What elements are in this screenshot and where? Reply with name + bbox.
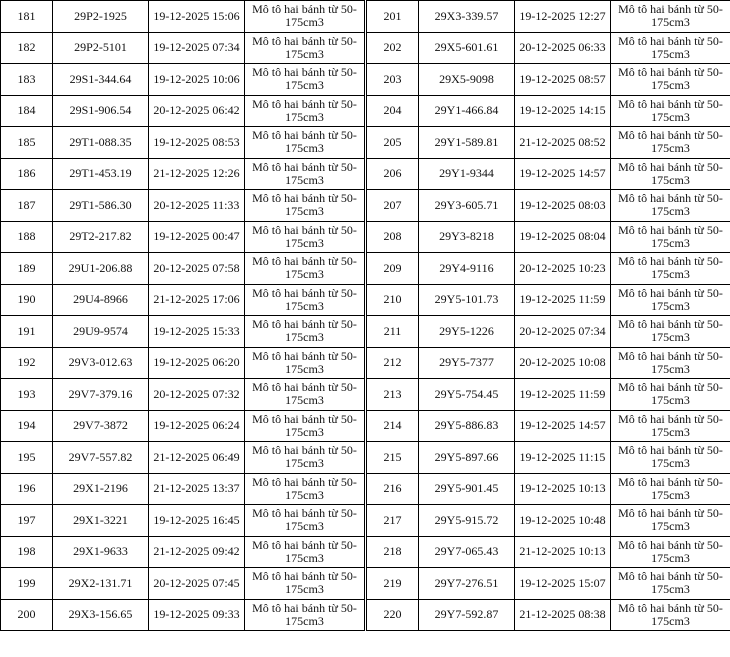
plate-number-cell: 29V3-012.63	[53, 347, 149, 379]
row-number-cell: 186	[1, 158, 53, 190]
vehicle-type-cell: Mô tô hai bánh từ 50-175cm3	[245, 95, 365, 127]
row-number-cell: 213	[367, 379, 419, 411]
row-number-cell: 192	[1, 347, 53, 379]
vehicle-type-cell: Mô tô hai bánh từ 50-175cm3	[611, 284, 730, 316]
plate-table-right	[366, 0, 730, 631]
table-row	[1, 1, 365, 33]
violation-time-cell: 19-12-2025 08:57	[515, 64, 611, 96]
table-row	[367, 190, 730, 222]
vehicle-type-cell: Mô tô hai bánh từ 50-175cm3	[245, 316, 365, 348]
violation-time-cell: 20-12-2025 10:08	[515, 347, 611, 379]
row-number-cell: 190	[1, 284, 53, 316]
violation-time-cell: 19-12-2025 08:53	[149, 127, 245, 159]
row-number-cell: 218	[367, 536, 419, 568]
vehicle-type-cell: Mô tô hai bánh từ 50-175cm3	[611, 536, 730, 568]
violation-time-cell: 20-12-2025 07:45	[149, 568, 245, 600]
row-number-cell: 201	[367, 1, 419, 33]
violation-time-cell: 19-12-2025 11:59	[515, 379, 611, 411]
row-number-cell: 184	[1, 95, 53, 127]
plate-table-right-body	[367, 1, 730, 631]
plate-number-cell: 29Y1-9344	[419, 158, 515, 190]
violation-time-cell: 21-12-2025 09:42	[149, 536, 245, 568]
table-row	[1, 379, 365, 411]
vehicle-type-cell: Mô tô hai bánh từ 50-175cm3	[611, 95, 730, 127]
plate-number-cell: 29Y5-897.66	[419, 442, 515, 474]
plate-number-cell: 29X1-2196	[53, 473, 149, 505]
table-row	[367, 536, 730, 568]
table-row	[1, 316, 365, 348]
plate-table-left-body	[1, 1, 365, 631]
table-row	[1, 599, 365, 631]
table-row	[1, 253, 365, 285]
vehicle-type-cell: Mô tô hai bánh từ 50-175cm3	[245, 127, 365, 159]
plate-number-cell: 29U1-206.88	[53, 253, 149, 285]
vehicle-type-cell: Mô tô hai bánh từ 50-175cm3	[611, 379, 730, 411]
plate-number-cell: 29Y4-9116	[419, 253, 515, 285]
plate-number-cell: 29T1-453.19	[53, 158, 149, 190]
table-row	[1, 190, 365, 222]
table-row	[367, 599, 730, 631]
table-row	[367, 410, 730, 442]
row-number-cell: 200	[1, 599, 53, 631]
row-number-cell: 206	[367, 158, 419, 190]
table-row	[367, 442, 730, 474]
vehicle-type-cell: Mô tô hai bánh từ 50-175cm3	[611, 221, 730, 253]
vehicle-type-cell: Mô tô hai bánh từ 50-175cm3	[245, 284, 365, 316]
row-number-cell: 198	[1, 536, 53, 568]
table-row	[367, 32, 730, 64]
violation-time-cell: 19-12-2025 08:04	[515, 221, 611, 253]
plate-number-cell: 29Y5-886.83	[419, 410, 515, 442]
row-number-cell: 208	[367, 221, 419, 253]
row-number-cell: 220	[367, 599, 419, 631]
vehicle-type-cell: Mô tô hai bánh từ 50-175cm3	[245, 253, 365, 285]
table-row	[367, 1, 730, 33]
violation-time-cell: 20-12-2025 10:23	[515, 253, 611, 285]
plate-number-cell: 29P2-5101	[53, 32, 149, 64]
table-row	[1, 347, 365, 379]
vehicle-type-cell: Mô tô hai bánh từ 50-175cm3	[611, 1, 730, 33]
row-number-cell: 191	[1, 316, 53, 348]
violation-time-cell: 21-12-2025 08:38	[515, 599, 611, 631]
table-row	[367, 127, 730, 159]
vehicle-type-cell: Mô tô hai bánh từ 50-175cm3	[245, 442, 365, 474]
vehicle-type-cell: Mô tô hai bánh từ 50-175cm3	[245, 536, 365, 568]
violation-time-cell: 19-12-2025 08:03	[515, 190, 611, 222]
plate-number-cell: 29T1-088.35	[53, 127, 149, 159]
plate-number-cell: 29Y7-592.87	[419, 599, 515, 631]
violation-time-cell: 19-12-2025 12:27	[515, 1, 611, 33]
table-row	[1, 536, 365, 568]
vehicle-type-cell: Mô tô hai bánh từ 50-175cm3	[611, 253, 730, 285]
table-row	[1, 568, 365, 600]
plate-number-cell: 29P2-1925	[53, 1, 149, 33]
row-number-cell: 211	[367, 316, 419, 348]
violation-time-cell: 21-12-2025 06:49	[149, 442, 245, 474]
plate-number-cell: 29X2-131.71	[53, 568, 149, 600]
table-row	[367, 221, 730, 253]
table-row	[367, 253, 730, 285]
plate-number-cell: 29Y5-754.45	[419, 379, 515, 411]
vehicle-type-cell: Mô tô hai bánh từ 50-175cm3	[245, 568, 365, 600]
row-number-cell: 188	[1, 221, 53, 253]
table-row	[367, 64, 730, 96]
table-row	[367, 568, 730, 600]
plate-number-cell: 29U4-8966	[53, 284, 149, 316]
vehicle-type-cell: Mô tô hai bánh từ 50-175cm3	[611, 599, 730, 631]
row-number-cell: 215	[367, 442, 419, 474]
row-number-cell: 216	[367, 473, 419, 505]
vehicle-type-cell: Mô tô hai bánh từ 50-175cm3	[611, 158, 730, 190]
row-number-cell: 183	[1, 64, 53, 96]
table-row	[1, 410, 365, 442]
vehicle-type-cell: Mô tô hai bánh từ 50-175cm3	[245, 158, 365, 190]
plate-number-cell: 29T2-217.82	[53, 221, 149, 253]
violation-time-cell: 19-12-2025 15:06	[149, 1, 245, 33]
vehicle-type-cell: Mô tô hai bánh từ 50-175cm3	[245, 379, 365, 411]
violation-time-cell: 20-12-2025 07:58	[149, 253, 245, 285]
violation-time-cell: 19-12-2025 06:24	[149, 410, 245, 442]
table-row	[1, 32, 365, 64]
plate-number-cell: 29T1-586.30	[53, 190, 149, 222]
vehicle-type-cell: Mô tô hai bánh từ 50-175cm3	[611, 32, 730, 64]
vehicle-type-cell: Mô tô hai bánh từ 50-175cm3	[611, 410, 730, 442]
row-number-cell: 189	[1, 253, 53, 285]
table-row	[367, 379, 730, 411]
row-number-cell: 203	[367, 64, 419, 96]
plate-number-cell: 29Y3-605.71	[419, 190, 515, 222]
vehicle-type-cell: Mô tô hai bánh từ 50-175cm3	[245, 64, 365, 96]
violation-time-cell: 21-12-2025 17:06	[149, 284, 245, 316]
vehicle-type-cell: Mô tô hai bánh từ 50-175cm3	[611, 190, 730, 222]
row-number-cell: 212	[367, 347, 419, 379]
table-row	[367, 158, 730, 190]
table-row	[1, 442, 365, 474]
vehicle-type-cell: Mô tô hai bánh từ 50-175cm3	[611, 127, 730, 159]
row-number-cell: 205	[367, 127, 419, 159]
table-row	[367, 473, 730, 505]
row-number-cell: 196	[1, 473, 53, 505]
vehicle-type-cell: Mô tô hai bánh từ 50-175cm3	[611, 347, 730, 379]
plate-number-cell: 29V7-557.82	[53, 442, 149, 474]
violation-time-cell: 20-12-2025 07:32	[149, 379, 245, 411]
table-row	[367, 347, 730, 379]
violation-time-cell: 19-12-2025 14:15	[515, 95, 611, 127]
vehicle-type-cell: Mô tô hai bánh từ 50-175cm3	[611, 505, 730, 537]
plate-number-cell: 29U9-9574	[53, 316, 149, 348]
row-number-cell: 209	[367, 253, 419, 285]
plate-number-cell: 29Y7-065.43	[419, 536, 515, 568]
violation-time-cell: 19-12-2025 10:48	[515, 505, 611, 537]
violation-time-cell: 21-12-2025 13:37	[149, 473, 245, 505]
violation-time-cell: 19-12-2025 06:20	[149, 347, 245, 379]
vehicle-type-cell: Mô tô hai bánh từ 50-175cm3	[611, 473, 730, 505]
plate-number-cell: 29Y1-466.84	[419, 95, 515, 127]
vehicle-type-cell: Mô tô hai bánh từ 50-175cm3	[611, 64, 730, 96]
table-row	[367, 284, 730, 316]
vehicle-type-cell: Mô tô hai bánh từ 50-175cm3	[611, 316, 730, 348]
table-row	[1, 158, 365, 190]
plate-number-cell: 29X5-9098	[419, 64, 515, 96]
row-number-cell: 195	[1, 442, 53, 474]
plate-number-cell: 29Y5-7377	[419, 347, 515, 379]
plate-number-cell: 29X5-601.61	[419, 32, 515, 64]
table-row	[367, 316, 730, 348]
plate-number-cell: 29Y5-901.45	[419, 473, 515, 505]
plate-number-cell: 29V7-379.16	[53, 379, 149, 411]
violation-time-cell: 19-12-2025 07:34	[149, 32, 245, 64]
plate-number-cell: 29X3-156.65	[53, 599, 149, 631]
row-number-cell: 194	[1, 410, 53, 442]
violation-time-cell: 19-12-2025 11:59	[515, 284, 611, 316]
row-number-cell: 210	[367, 284, 419, 316]
plate-number-cell: 29X1-3221	[53, 505, 149, 537]
vehicle-type-cell: Mô tô hai bánh từ 50-175cm3	[245, 347, 365, 379]
table-row	[1, 64, 365, 96]
table-row	[1, 473, 365, 505]
vehicle-type-cell: Mô tô hai bánh từ 50-175cm3	[611, 442, 730, 474]
violation-time-cell: 20-12-2025 06:33	[515, 32, 611, 64]
violation-time-cell: 19-12-2025 10:06	[149, 64, 245, 96]
plate-number-cell: 29Y5-915.72	[419, 505, 515, 537]
violation-time-cell: 19-12-2025 15:07	[515, 568, 611, 600]
plate-number-cell: 29X1-9633	[53, 536, 149, 568]
vehicle-type-cell: Mô tô hai bánh từ 50-175cm3	[245, 1, 365, 33]
violation-time-cell: 19-12-2025 11:15	[515, 442, 611, 474]
table-row	[1, 284, 365, 316]
plate-number-cell: 29X3-339.57	[419, 1, 515, 33]
plate-number-cell: 29Y1-589.81	[419, 127, 515, 159]
table-row	[1, 95, 365, 127]
plate-number-cell: 29S1-344.64	[53, 64, 149, 96]
row-number-cell: 214	[367, 410, 419, 442]
vehicle-type-cell: Mô tô hai bánh từ 50-175cm3	[245, 190, 365, 222]
plate-number-cell: 29Y3-8218	[419, 221, 515, 253]
violation-time-cell: 19-12-2025 09:33	[149, 599, 245, 631]
row-number-cell: 182	[1, 32, 53, 64]
violation-time-cell: 19-12-2025 00:47	[149, 221, 245, 253]
plate-number-cell: 29Y7-276.51	[419, 568, 515, 600]
table-row	[1, 221, 365, 253]
plate-number-cell: 29V7-3872	[53, 410, 149, 442]
plate-number-cell: 29Y5-101.73	[419, 284, 515, 316]
violation-time-cell: 20-12-2025 06:42	[149, 95, 245, 127]
row-number-cell: 181	[1, 1, 53, 33]
row-number-cell: 217	[367, 505, 419, 537]
violation-time-cell: 21-12-2025 10:13	[515, 536, 611, 568]
row-number-cell: 199	[1, 568, 53, 600]
table-left-half	[0, 0, 364, 631]
violation-time-cell: 21-12-2025 08:52	[515, 127, 611, 159]
vehicle-type-cell: Mô tô hai bánh từ 50-175cm3	[611, 568, 730, 600]
vehicle-type-cell: Mô tô hai bánh từ 50-175cm3	[245, 410, 365, 442]
plate-number-cell: 29Y5-1226	[419, 316, 515, 348]
row-number-cell: 187	[1, 190, 53, 222]
vehicle-type-cell: Mô tô hai bánh từ 50-175cm3	[245, 599, 365, 631]
violation-time-cell: 20-12-2025 07:34	[515, 316, 611, 348]
row-number-cell: 219	[367, 568, 419, 600]
violation-time-cell: 21-12-2025 12:26	[149, 158, 245, 190]
table-row	[367, 505, 730, 537]
table-row	[1, 505, 365, 537]
table-right-half	[366, 0, 730, 631]
vehicle-type-cell: Mô tô hai bánh từ 50-175cm3	[245, 221, 365, 253]
table-row	[367, 95, 730, 127]
violation-time-cell: 19-12-2025 14:57	[515, 158, 611, 190]
violation-time-cell: 19-12-2025 15:33	[149, 316, 245, 348]
violation-time-cell: 19-12-2025 10:13	[515, 473, 611, 505]
vehicle-type-cell: Mô tô hai bánh từ 50-175cm3	[245, 32, 365, 64]
vehicle-type-cell: Mô tô hai bánh từ 50-175cm3	[245, 505, 365, 537]
row-number-cell: 202	[367, 32, 419, 64]
row-number-cell: 207	[367, 190, 419, 222]
row-number-cell: 193	[1, 379, 53, 411]
plate-table-left	[0, 0, 365, 631]
violation-time-cell: 19-12-2025 16:45	[149, 505, 245, 537]
violation-time-cell: 19-12-2025 14:57	[515, 410, 611, 442]
vehicle-type-cell: Mô tô hai bánh từ 50-175cm3	[245, 473, 365, 505]
violation-time-cell: 20-12-2025 11:33	[149, 190, 245, 222]
plate-number-cell: 29S1-906.54	[53, 95, 149, 127]
row-number-cell: 197	[1, 505, 53, 537]
table-row	[1, 127, 365, 159]
row-number-cell: 204	[367, 95, 419, 127]
row-number-cell: 185	[1, 127, 53, 159]
